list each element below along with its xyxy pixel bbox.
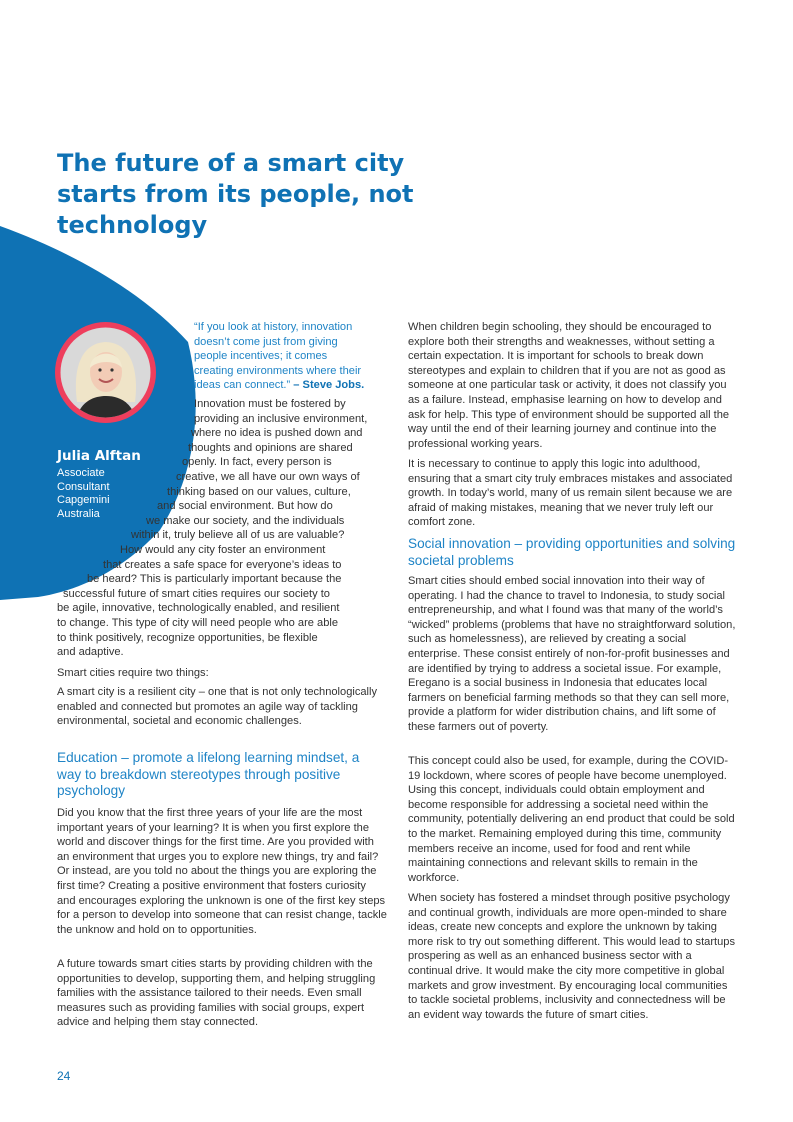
intro-line: thinking based on our values, culture, — [167, 485, 351, 498]
quote-line: doesn’t come just from giving — [194, 335, 338, 348]
intro-line: to think positively, recognize opportunities, be flexible — [57, 631, 318, 644]
body-paragraph: A future towards smart cities starts by providing children with the opportunities to develop, supporting them, and helping struggling families with the assistance tailored to their needs. Even small measures such as providing families with social groups, expert advice and helping them stay connected. — [57, 958, 376, 1029]
author-name: Julia Alftan — [57, 448, 141, 464]
intro-line: and social environment. But how do — [157, 500, 333, 513]
intro-line: that creates a safe space for everyone’s ideas to — [103, 558, 342, 571]
intro-line: thoughts and opinions are shared — [188, 441, 353, 454]
body-paragraph: Smart cities should embed social innovation into their way of operating. I had the chance to travel to Indonesia, to study social entrepreneurship, and what I found was that many of the world’s “wicked” problems (problems that have no straightforward solution, such as homelessness), are relieved by creating a social enterprise. These consist entirely of non-for-profit businesses and are identified by trying to address a societal issue. For example, Eregano is a social business in Indonesia that educates local farmers on beneficial farming methods so that they can sell more, provide a platform for wider distribution chains, and lift some of these farmers out of poverty. — [408, 575, 736, 733]
intro-line: and adaptive. — [57, 646, 124, 659]
intro-line: successful future of smart cities requires our society to — [63, 587, 330, 600]
body-paragraph: Did you know that the first three years of your life are the most important years of your learning? It is when you first explore the world and discover things for the first time. Are you provided with an environment that urges you to explore new things, try and fail? Or instead, are you told no about the things you are exploring the first time? Creating a positive environment that fosters curiosity and encourages exploring the unknown is one of the first key steps for a person to develop into someone that can resist change, tackle the unknow and hold on to opportunities. — [57, 807, 387, 936]
author-portrait — [55, 322, 156, 423]
intro-line: within it, truly believe all of us are valuable? — [131, 529, 345, 542]
body-paragraph: A smart city is a resilient city – one that is not only technologically enabled and connected but promotes an agile way of tackling environmental, societal and economic challenges. — [57, 686, 378, 728]
author-location-line: Australia — [57, 507, 100, 520]
body-paragraph: It is necessary to continue to apply this logic into adulthood, ensuring that a smart city truly embraces mistakes and associated growth. In today’s world, many of us remain silent because we are afraid of making mistakes, meaning that we never truly left our comfort zone. — [408, 458, 733, 529]
body-paragraph: When children begin schooling, they should be encouraged to explore both their strengths and weaknesses, without setting a certain expectation. It is important for schools to break down stereotypes and explain to children that if you are not as good as someone at one particular task or activity, it does not classify you as a failure. Instead, emphasise learning on how to develop and ask for help. This type of environment should be supported all the way until the end of their learning journey and continue into the professional working years. — [408, 321, 730, 450]
author-company-line: Capgemini — [57, 494, 110, 506]
quote-line: creating environments where their — [194, 364, 362, 377]
quote-line: ideas can connect.” — [194, 379, 291, 391]
author-role-line: Associate — [57, 467, 105, 479]
intro-line: Innovation must be fostered by — [194, 398, 346, 410]
intro-line: be heard? This is particularly important because the — [87, 573, 342, 586]
intro-line: where no idea is pushed down and — [191, 427, 363, 440]
page-number: 24 — [57, 1069, 71, 1083]
article-title: The future of a smart city starts from its people, not technology — [57, 149, 414, 239]
intro-line: openly. In fact, every person is — [182, 456, 332, 469]
intro-line: to change. This type of city will need people who are able — [57, 617, 339, 629]
body-paragraph: When society has fostered a mindset through positive psychology and continual growth, individuals are more open-minded to share ideas, create new concepts and explore the unknown by taking more risk to try out something different. This would lead to startups prospering as well as an enhanced business sector with a continual drive. It would make the city more competitive in global markets and grow investment. By encouraging local communities to tackle societal problems, inclusivity and connectedness will be an evident way towards the future of smart cities. — [408, 892, 736, 1021]
quote-last-line — [194, 379, 364, 392]
author-info — [57, 447, 141, 521]
intro-line: creative, we all have our own ways of — [176, 471, 360, 483]
intro-line: providing an inclusive environment, — [194, 412, 368, 425]
section-heading-social-innovation: Social innovation – providing opportunities and solving societal problems — [408, 536, 736, 568]
body-paragraph: This concept could also be used, for example, during the COVID-19 lockdown, where scores of people have become unemployed. Using this concept, individuals could obtain employment and become responsible for addressing a societal need within the community, potentially delivering an end product that could be sold to the market. Remaining employed during this time, community members receive an income, used for food and rent while maintaining connections and relevant skills to remain in the workforce. — [408, 755, 735, 884]
quote-attribution: – Steve Jobs. — [290, 379, 365, 391]
intro-line: we make our society, and the individuals — [146, 514, 345, 527]
quote-line: “If you look at history, innovation — [194, 321, 353, 333]
section-heading-education: Education – promote a lifelong learning mindset, a way to breakdown stereotypes through positive psychology — [57, 750, 360, 798]
body-paragraph: Smart cities require two things: — [57, 667, 209, 679]
quote-line: people incentives; it comes — [194, 350, 328, 362]
intro-line: be agile, innovative, technologically enabled, and resilient — [57, 602, 340, 615]
author-role-line: Consultant — [57, 480, 110, 493]
intro-line: How would any city foster an environment — [120, 544, 326, 556]
